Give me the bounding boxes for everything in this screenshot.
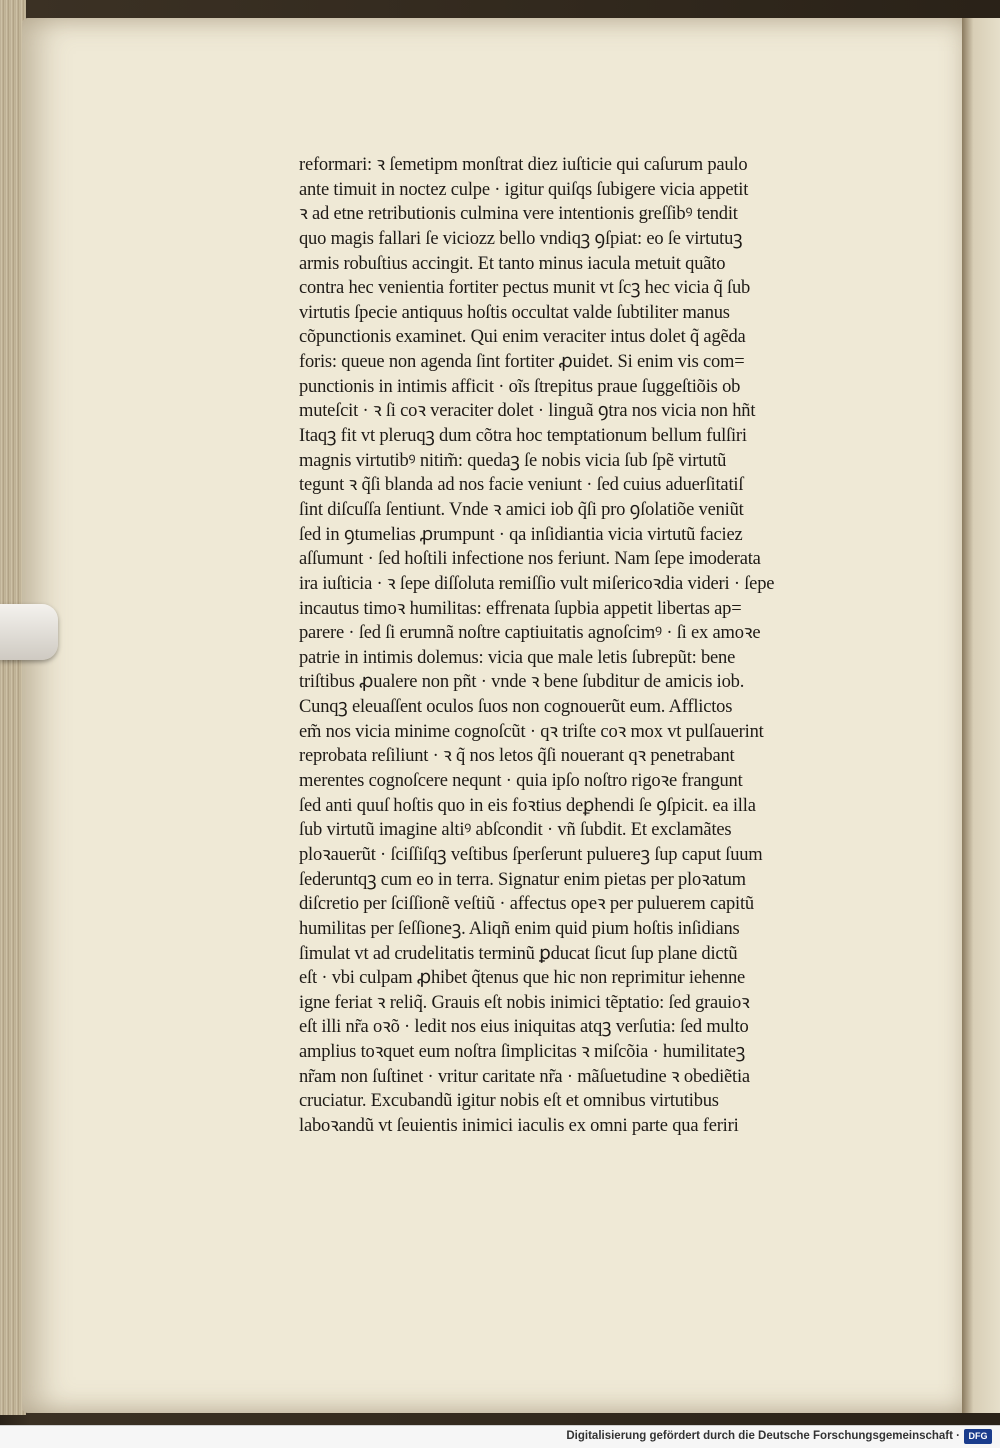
text-line: ante timuit in noctez culpe · igitur quiſqs ſubigere vicia appetit — [299, 179, 749, 200]
text-line: parere · ſed ſi erumnã noſtre captiuitatis agnoſcimꝰ · ſi ex amoꝛe — [299, 623, 761, 644]
text-line: diſcretio per ſciſſionẽ veſtiũ · affectus opeꝛ per puluerem capitũ — [299, 894, 754, 915]
text-line: muteſcit · ꝛ ſi coꝛ veraciter dolet · linguã ꝯtra nos vicia non hñt — [299, 401, 756, 422]
text-line: amplius toꝛquet eum noſtra ſimplicitas ꝛ miſcõia · humilitateꝫ — [299, 1042, 746, 1063]
text-line: Itaqꝫ fit vt pleruqꝫ dum cõtra hoc temptationum bellum fulſiri — [299, 426, 747, 447]
text-line: ira iuſticia · ꝛ ſepe diſſoluta remiſſio vult miſericoꝛdia videri · ſepe — [299, 573, 775, 594]
text-line: triſtibus ꝓualere non pñt · vnde ꝛ bene ſubditur de amicis iob. — [299, 672, 745, 693]
text-line: eſt · vbi culpam ꝓhibet q̃tenus que hic non reprimitur iehenne — [299, 968, 746, 989]
text-line: magnis virtutibꝰ nitim̃: quedaꝫ ſe nobis vicia ſub ſpẽ virtutũ — [299, 450, 727, 471]
text-line: nr̃am non ſuſtinet · vritur caritate nr̃a · mãſuetudine ꝛ obediẽtia — [299, 1066, 750, 1087]
dfg-logo: DFG — [964, 1429, 992, 1444]
text-line: ſint diſcuſſa ſentiunt. Vnde ꝛ amici iob q̃ſi pro ꝯſolatiõe veniũt — [299, 499, 744, 520]
text-block — [299, 153, 859, 1139]
text-line: ſed anti quuſ hoſtis quo in eis foꝛtius deꝑhendi ſe ꝯſpicit. ea illa — [299, 795, 756, 816]
text-line: virtutis ſpecie antiquus hoſtis occultat valde ſubtiliter manus — [299, 302, 730, 323]
page-clip — [0, 604, 58, 660]
text-line: contra hec venientia fortiter pectus munit vt ſcꝫ hec vicia q̃ ſub — [299, 278, 751, 299]
facing-page-edge — [962, 18, 1000, 1413]
text-line: humilitas per ſeſſioneꝫ. Aliqñ enim quid pium hoſtis inſidians — [299, 918, 740, 939]
text-line: ſed in ꝯtumelias ꝓrumpunt · qa inſidiantia vicia virtutũ faciez — [299, 524, 743, 545]
text-line: igne feriat ꝛ reliq̃. Grauis eſt nobis inimici tẽptatio: ſed grauioꝛ — [299, 992, 750, 1013]
text-line: tegunt ꝛ q̃ſi blanda ad nos facie veniunt · ſed cuius aduerſitatiſ — [299, 475, 744, 496]
text-line: punctionis in intimis afficit · oĩs ſtrepitus praue ſuggeſtiõis ob — [299, 376, 741, 397]
text-line: reprobata reſiliunt · ꝛ q̃ nos letos q̃ſi nouerant qꝛ penetrabant — [299, 746, 735, 767]
text-line: quo magis fallari ſe viciozz bello vndiqꝫ ꝯſpiat: eo ſe virtutuꝫ — [299, 228, 743, 249]
text-line: armis robuſtius accingit. Et tanto minus iacula metuit quãto — [299, 253, 726, 274]
footer-bar — [0, 1425, 1000, 1448]
footer-credit: Digitalisierung gefördert durch die Deutsche Forschungsgemeinschaft · — [566, 1430, 960, 1442]
text-line: foris: queue non agenda ſint fortiter ꝓuidet. Si enim vis com= — [299, 352, 745, 373]
text-line: merentes cognoſcere nequnt · quia ipſo noſtro rigoꝛe frangunt — [299, 771, 743, 792]
text-line: Cunqꝫ eleuaſſent oculos ſuos non cognouerũt eum. Afflictos — [299, 697, 733, 718]
text-line: incautus timoꝛ humilitas: effrenata ſupbia appetit libertas ap= — [299, 598, 742, 619]
text-line: aſſumunt · ſed hoſtili infectione nos feriunt. Nam ſepe imoderata — [299, 549, 761, 570]
text-line: ſub virtutũ imagine altiꝰ abſcondit · vñ ſubdit. Et exclamãtes — [299, 820, 732, 841]
text-line: ploꝛauerũt · ſciſſiſqꝫ veſtibus ſperſerunt puluereꝫ ſup caput ſuum — [299, 844, 763, 865]
text-line: cõpunctionis examinet. Qui enim veraciter intus dolet q̃ agẽda — [299, 327, 746, 348]
text-line: laboꝛandũ vt ſeuientis inimici iaculis ex omni parte qua feriri — [299, 1115, 739, 1136]
text-line: eſt illi nr̃a oꝛõ · ledit nos eius iniquitas atqꝫ verſutia: ſed multo — [299, 1017, 749, 1038]
text-line: reformari: ꝛ ſemetipm monſtrat diez iuſticie qui caſurum paulo — [299, 155, 748, 175]
text-line: ꝛ ad etne retributionis culmina vere intentionis greſſibꝰ tendit — [299, 204, 738, 225]
text-line: em̃ nos vicia minime cognoſcũt · qꝛ triſte coꝛ mox vt pulſauerint — [299, 721, 764, 742]
text-line: ſimulat vt ad crudelitatis terminũ ꝑducat ſicut ſup plane dictũ — [299, 943, 738, 964]
text-line: patrie in intimis dolemus: vicia que male letis ſubrepũt: bene — [299, 647, 736, 668]
text-line: cruciatur. Excubandũ igitur nobis eſt et omnibus virtutibus — [299, 1091, 719, 1112]
text-line: ſederuntqꝫ cum eo in terra. Signatur enim pietas per ploꝛatum — [299, 869, 746, 890]
